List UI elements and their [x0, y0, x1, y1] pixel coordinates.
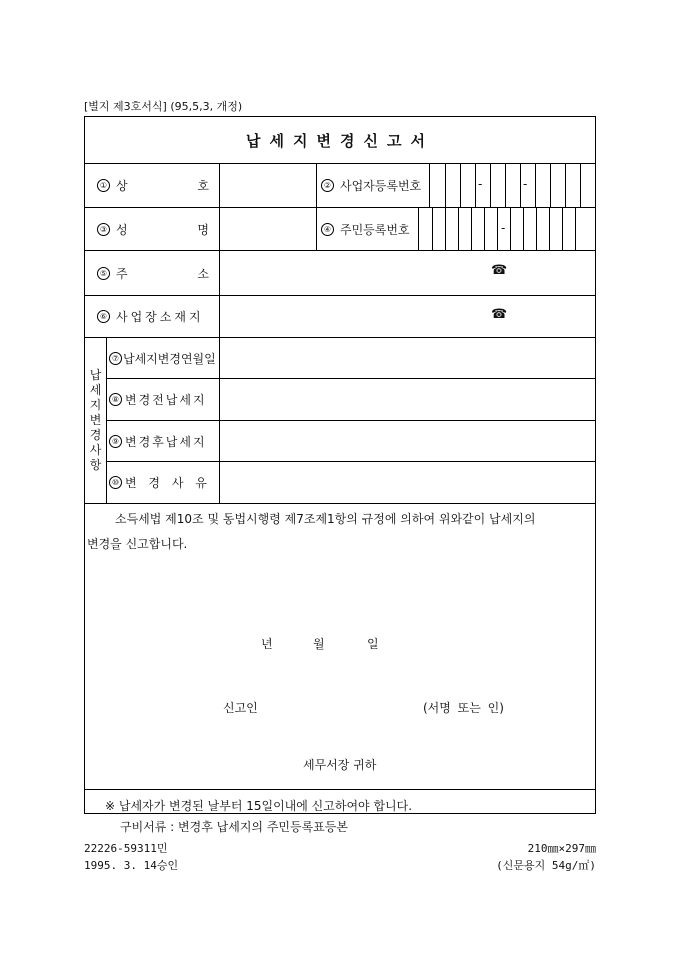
approval-date: 1995. 3. 14승인 — [84, 859, 179, 872]
recipient: 세무서장 귀하 — [303, 758, 377, 772]
new-location-field[interactable] — [220, 421, 595, 461]
business-reg-number-boxes[interactable] — [430, 164, 595, 207]
date-year: 년 — [261, 637, 273, 651]
form-reference: [별지 제3호서식] (95,5,3, 개정) — [84, 100, 243, 113]
change-section-vertical-label: 납 세 지 변 경 사 항 — [89, 368, 102, 472]
label-new-location: ⑨ 변경후납세지 — [109, 421, 207, 461]
phone-icon: ☎ — [491, 307, 508, 322]
label-trade-name: ① 상 호 — [97, 164, 209, 207]
paper-size: 210㎜×297㎜ — [527, 842, 596, 855]
label-address: ⑤ 주 소 — [97, 251, 209, 295]
dash: - — [501, 221, 506, 235]
label-name: ③ 성 명 — [97, 208, 209, 250]
label-change-reason: ⑩ 변 경 사 유 — [109, 462, 211, 503]
change-date-field[interactable] — [220, 338, 595, 378]
business-location-field[interactable] — [220, 296, 595, 337]
address-field[interactable] — [220, 251, 595, 295]
form-title: 납세지변경신고서 — [246, 131, 434, 150]
signature-label: (서명 또는 인) — [423, 701, 504, 715]
notice-line-2: 구비서류 : 변경후 납세지의 주민등록표등본 — [120, 820, 348, 834]
form-code: 22226-59311민 — [84, 842, 168, 855]
statement-line-1: 소득세법 제10조 및 동법시행령 제7조제1항의 규정에 의하여 위와같이 납세지의 — [115, 512, 536, 526]
date-month: 월 — [313, 637, 325, 651]
form-frame — [84, 116, 596, 814]
notice-line-1: ※ 납세자가 변경된 날부터 15일이내에 신고하여야 합니다. — [105, 799, 413, 813]
dash: - — [523, 177, 528, 191]
label-previous-location: ⑧ 변경전납세지 — [109, 379, 207, 420]
reporter-label: 신고인 — [223, 701, 258, 715]
label-business-reg-number: ② 사업자등록번호 — [321, 164, 421, 207]
change-reason-field[interactable] — [220, 462, 595, 503]
label-change-date: ⑦ 납세지변경연월일 — [109, 338, 216, 378]
dash: - — [478, 177, 483, 191]
label-resident-number: ④ 주민등록번호 — [321, 208, 410, 250]
reporter-name-field[interactable] — [265, 695, 415, 715]
statement-line-2: 변경을 신고합니다. — [87, 537, 188, 551]
trade-name-field[interactable] — [220, 164, 316, 207]
previous-location-field[interactable] — [220, 379, 595, 420]
phone-icon: ☎ — [491, 263, 508, 278]
date-day: 일 — [367, 637, 379, 651]
resident-number-boxes[interactable] — [419, 208, 595, 250]
label-business-location: ⑥ 사업장소재지 — [97, 296, 204, 337]
name-field[interactable] — [220, 208, 316, 250]
paper-type: (신문용지 54g/㎡) — [496, 859, 596, 872]
